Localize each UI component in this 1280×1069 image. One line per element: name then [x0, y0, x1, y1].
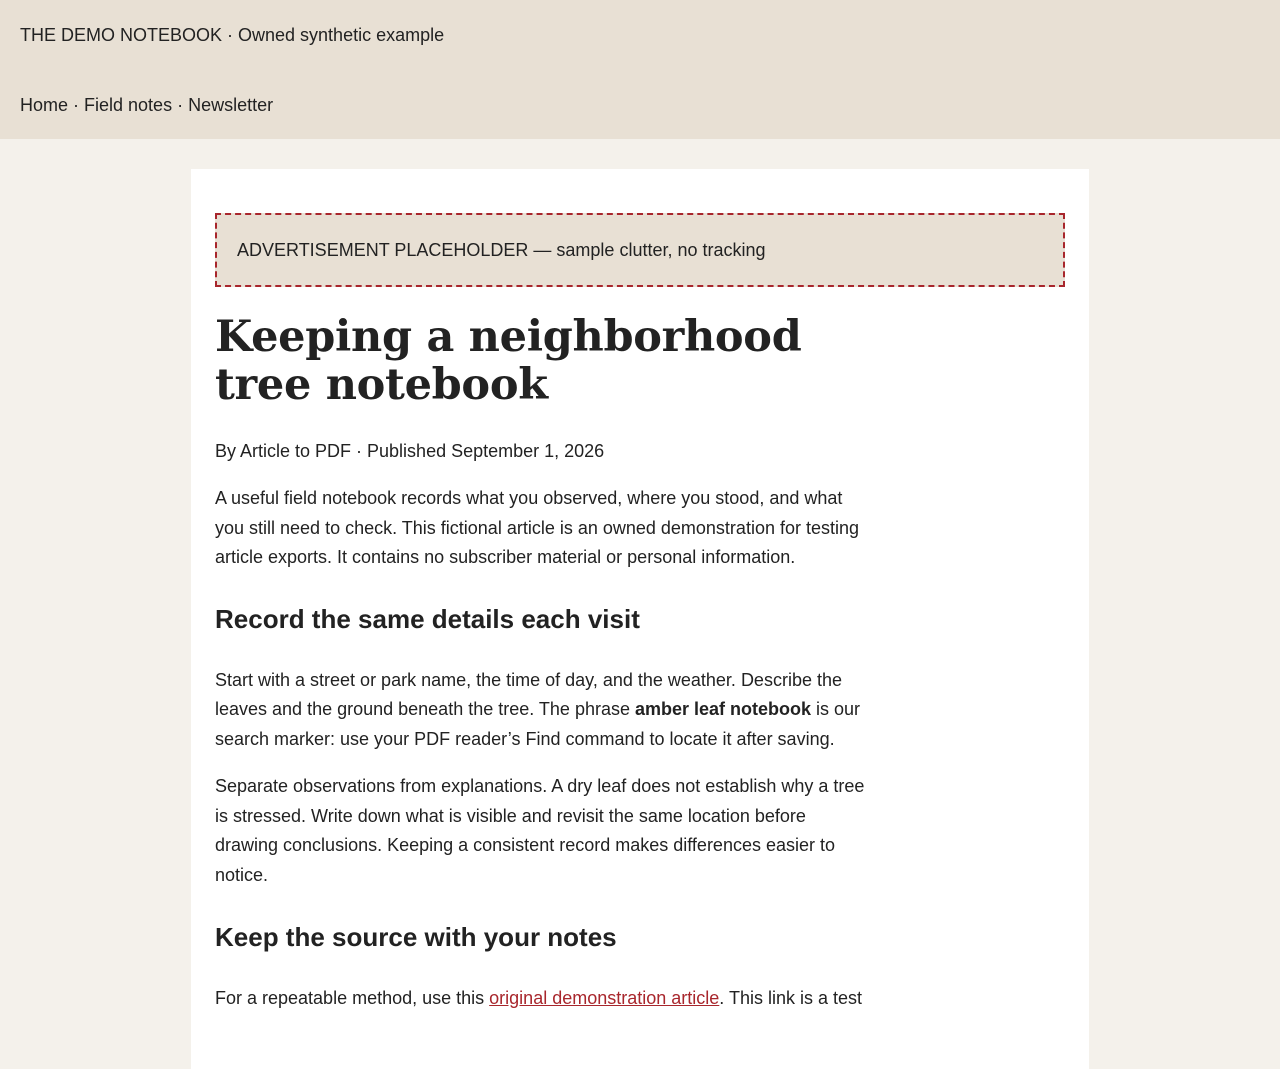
- nav-separator: ·: [172, 95, 189, 115]
- nav-field-notes-link[interactable]: Field notes: [84, 95, 173, 115]
- section2-p1-text-start: For a repeatable method, use this: [215, 988, 490, 1008]
- nav-separator: ·: [68, 95, 85, 115]
- article-title: Keeping a neighborhood tree notebook: [215, 312, 802, 410]
- site-nav: [20, 93, 273, 117]
- section1-p1-text-start: Start with a street or park name, the time of day, and the weather. Describe the leaves and the ground beneath the tree. The phrase: [215, 669, 842, 719]
- article-card: [191, 169, 1089, 1069]
- section-heading-keep-source: Keep the source with your notes: [215, 922, 617, 952]
- section1-paragraph-2: Separate observations from explanations. A dry leaf does not establish why a tree is stressed. Write down what is visible and revisit the same location before drawing conclusions. Keeping a consistent record makes differences easier to notice.: [215, 776, 865, 885]
- site-header: [0, 0, 1280, 139]
- nav-newsletter-link[interactable]: Newsletter: [188, 95, 274, 115]
- nav-home-link[interactable]: Home: [20, 95, 69, 115]
- section-heading-record-details: Record the same details each visit: [215, 603, 640, 634]
- article-intro: A useful field notebook records what you observed, where you stood, and what you still need to check. This fictional article is an owned demonstration for testing article exports. It contains no subscriber material or personal information.: [215, 488, 860, 567]
- article-byline: By Article to PDF · Published September 1, 2026: [215, 441, 605, 461]
- section1-p1-text-end: is our search marker: use your PDF reader’s Find command to locate it after saving.: [215, 699, 861, 749]
- original-article-link[interactable]: original demonstration article: [489, 988, 720, 1008]
- article-body: [215, 313, 865, 1014]
- section2-p1-text-end: . This link is a test: [719, 988, 863, 1008]
- search-marker-phrase: amber leaf notebook: [634, 699, 812, 719]
- section1-paragraph-1: [215, 666, 865, 755]
- section2-paragraph-1: [215, 984, 865, 1014]
- site-title: THE DEMO NOTEBOOK · Owned synthetic example: [20, 25, 445, 45]
- advertisement-placeholder: ADVERTISEMENT PLACEHOLDER — sample clutter, no tracking: [215, 213, 1065, 287]
